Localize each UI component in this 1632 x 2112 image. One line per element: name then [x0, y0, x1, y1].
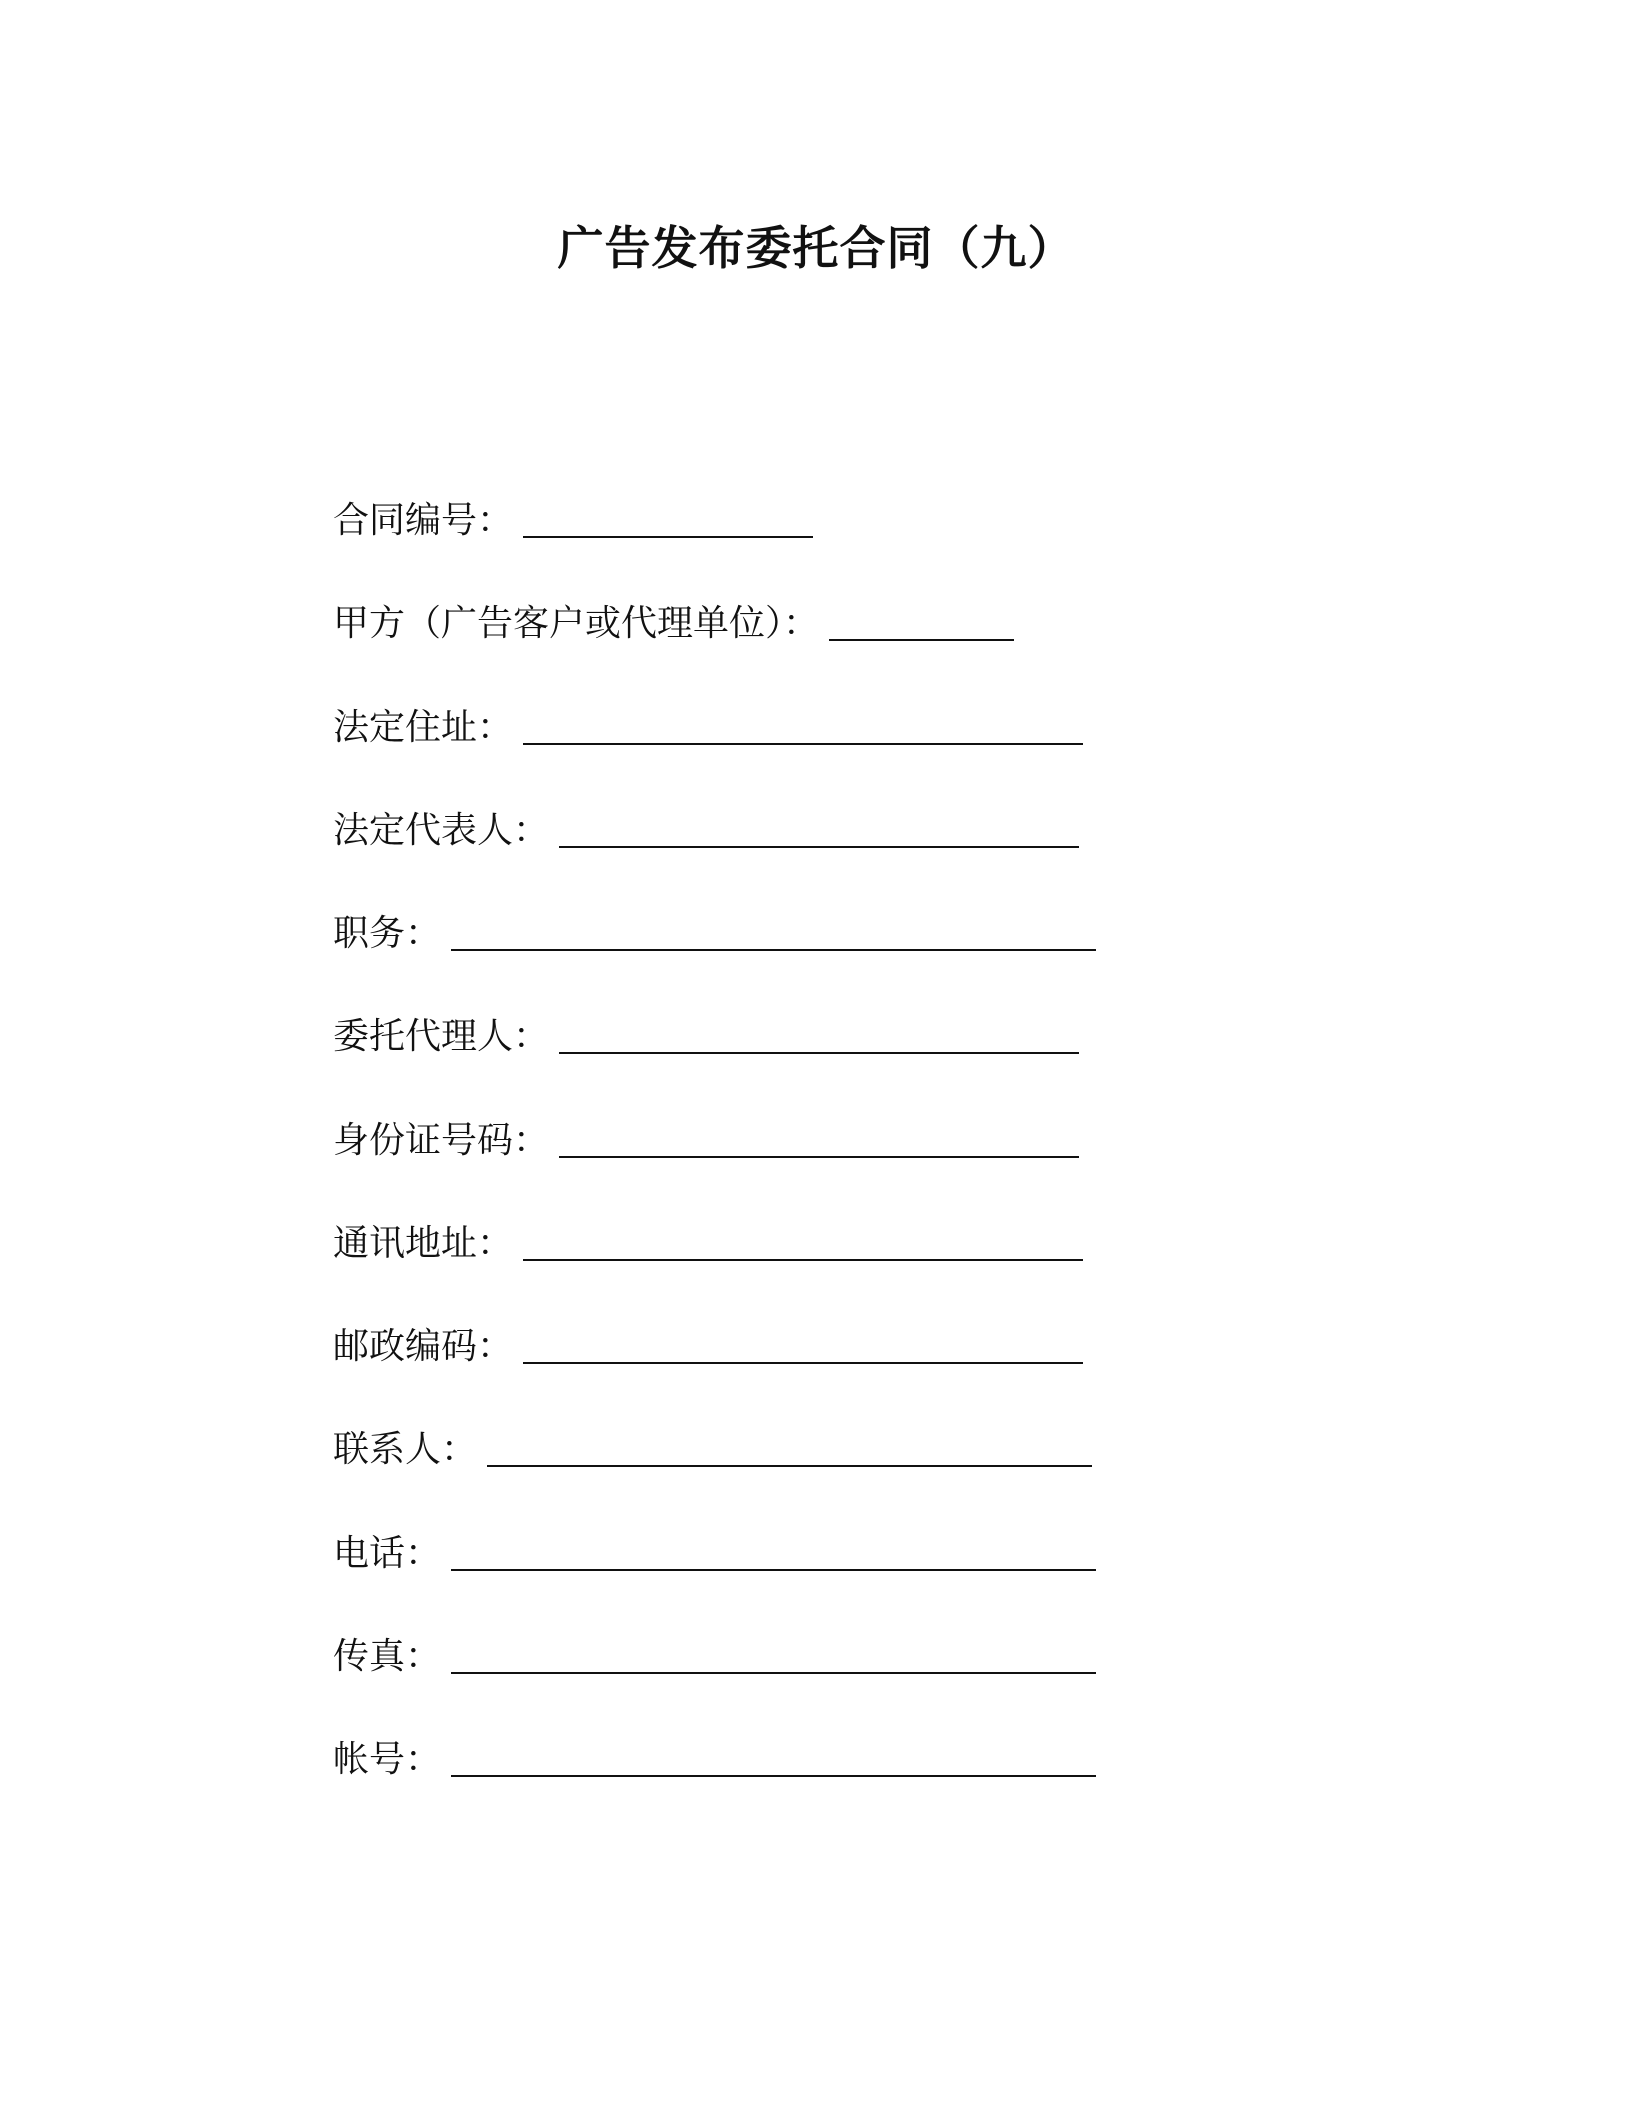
contract-number-blank[interactable]	[523, 502, 813, 538]
fax-blank[interactable]	[451, 1638, 1096, 1674]
postal-code-label: 邮政编码：	[333, 1326, 514, 1367]
contact-person-blank[interactable]	[487, 1431, 1092, 1467]
position-field	[333, 909, 1096, 958]
phone-blank[interactable]	[451, 1535, 1096, 1571]
mailing-address-blank[interactable]	[523, 1225, 1083, 1261]
contract-number-label: 合同编号：	[333, 500, 514, 541]
legal-representative-label: 法定代表人：	[333, 810, 550, 851]
legal-representative-blank[interactable]	[559, 812, 1079, 848]
id-number-blank[interactable]	[559, 1122, 1079, 1158]
fax-field	[333, 1632, 1096, 1681]
account-number-blank[interactable]	[451, 1741, 1096, 1777]
phone-field	[333, 1529, 1096, 1578]
legal-address-blank[interactable]	[523, 709, 1083, 745]
contact-person-label: 联系人：	[333, 1429, 478, 1470]
fax-label: 传真：	[333, 1636, 442, 1677]
id-number-field	[333, 1116, 1079, 1165]
party-a-blank[interactable]	[829, 605, 1014, 641]
authorized-agent-label: 委托代理人：	[333, 1016, 550, 1057]
position-label: 职务：	[333, 913, 442, 954]
mailing-address-label: 通讯地址：	[333, 1223, 514, 1264]
document-title: 广告发布委托合同（九）	[557, 221, 1075, 275]
legal-address-field	[333, 703, 1083, 752]
authorized-agent-blank[interactable]	[559, 1018, 1079, 1054]
phone-label: 电话：	[333, 1533, 442, 1574]
mailing-address-field	[333, 1219, 1083, 1268]
account-number-label: 帐号：	[333, 1739, 442, 1780]
party-a-field	[333, 599, 1014, 648]
position-blank[interactable]	[451, 915, 1096, 951]
party-a-label: 甲方（广告客户或代理单位）：	[333, 603, 820, 644]
authorized-agent-field	[333, 1012, 1079, 1061]
legal-representative-field	[333, 806, 1079, 855]
contact-person-field	[333, 1425, 1092, 1474]
contract-number-field	[333, 496, 813, 545]
id-number-label: 身份证号码：	[333, 1120, 550, 1161]
postal-code-blank[interactable]	[523, 1328, 1083, 1364]
account-number-field	[333, 1735, 1096, 1784]
legal-address-label: 法定住址：	[333, 707, 514, 748]
postal-code-field	[333, 1322, 1083, 1371]
